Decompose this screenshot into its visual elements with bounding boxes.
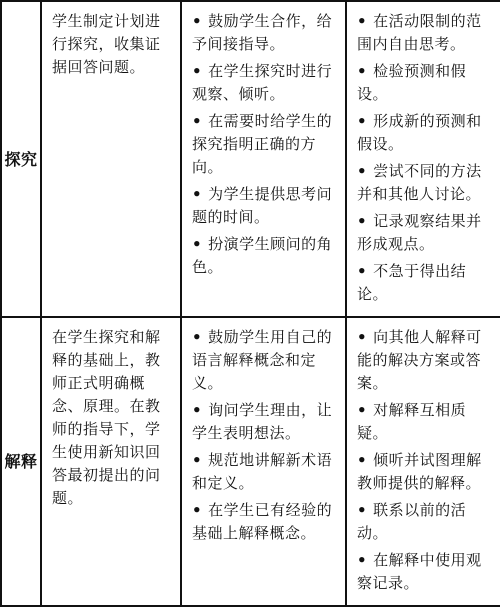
bullet-icon: • [357,262,368,280]
teacher-action-list [192,326,335,545]
list-item-text: 询问学生理由，让学生表明想法。 [192,401,333,442]
list-item [357,449,490,495]
stage-description: 学生制定计划进行探究，收集证据回答问题。 [41,1,181,317]
list-item-text: 在学生探究时进行观察、倾听。 [192,62,333,103]
list-item [357,60,490,106]
list-item [192,233,335,279]
list-item-text: 在学生已有经验的基础上解释概念。 [192,501,333,542]
bullet-icon: • [357,328,368,346]
teacher-actions-cell [181,1,346,317]
list-item-text: 联系以前的活动。 [357,501,467,542]
bullet-icon: • [192,328,203,346]
student-action-list [357,326,490,595]
list-item-text: 倾听并试图理解教师提供的解释。 [357,451,482,492]
list-item [357,110,490,156]
bullet-icon: • [192,185,203,203]
stage-label: 探究 [1,1,41,317]
list-item-text: 对解释互相质疑。 [357,401,467,442]
list-item-text: 形成新的预测和假设。 [357,112,482,153]
list-item [192,60,335,106]
list-item [357,10,490,56]
bullet-icon: • [357,162,368,180]
student-actions-cell [346,1,500,317]
bullet-icon: • [357,112,368,130]
student-action-list [357,10,490,306]
list-item-text: 在活动限制的范围内自由思考。 [357,12,482,53]
stage-label: 解释 [1,317,41,606]
bullet-icon: • [357,501,368,519]
list-item [192,10,335,56]
list-item-text: 在解释中使用观察记录。 [357,551,482,592]
bullet-icon: • [192,235,203,253]
bullet-icon: • [357,401,368,419]
bullet-icon: • [192,401,203,419]
bullet-icon: • [357,212,368,230]
stage-description: 在学生探究和解释的基础上，教师正式明确概念、原理。在教师的指导下，学生使用新知识回答最初提出的问题。 [41,317,181,606]
list-item [357,549,490,595]
list-item [192,183,335,229]
list-item-text: 规范地讲解新术语和定义。 [192,451,333,492]
list-item [192,449,335,495]
list-item [357,160,490,206]
bullet-icon: • [192,62,203,80]
list-item [357,326,490,395]
list-item-text: 鼓励学生合作，给予间接指导。 [192,12,333,53]
list-item-text: 在需要时给学生的探究指明正确的方向。 [192,112,333,176]
list-item-text: 尝试不同的方法并和其他人讨论。 [357,162,482,203]
table-row [1,317,500,606]
list-item-text: 不急于得出结论。 [357,262,467,303]
bullet-icon: • [192,12,203,30]
list-item [357,210,490,256]
bullet-icon: • [357,451,368,469]
teacher-action-list [192,10,335,279]
student-actions-cell [346,317,500,606]
teacher-actions-cell [181,317,346,606]
list-item-text: 记录观察结果并形成观点。 [357,212,482,253]
list-item [357,260,490,306]
bullet-icon: • [192,451,203,469]
list-item [192,110,335,179]
list-item [192,399,335,445]
list-item-text: 鼓励学生用自己的语言解释概念和定义。 [192,328,333,392]
list-item-text: 向其他人解释可能的解决方案或答案。 [357,328,482,392]
bullet-icon: • [192,112,203,130]
list-item-text: 检验预测和假设。 [357,62,467,103]
list-item [357,499,490,545]
bullet-icon: • [357,12,368,30]
bullet-icon: • [357,62,368,80]
list-item [357,399,490,445]
list-item-text: 为学生提供思考问题的时间。 [192,185,333,226]
list-item-text: 扮演学生顾问的角色。 [192,235,333,276]
bullet-icon: • [192,501,203,519]
bullet-icon: • [357,551,368,569]
list-item [192,499,335,545]
list-item [192,326,335,395]
table-row [1,1,500,317]
